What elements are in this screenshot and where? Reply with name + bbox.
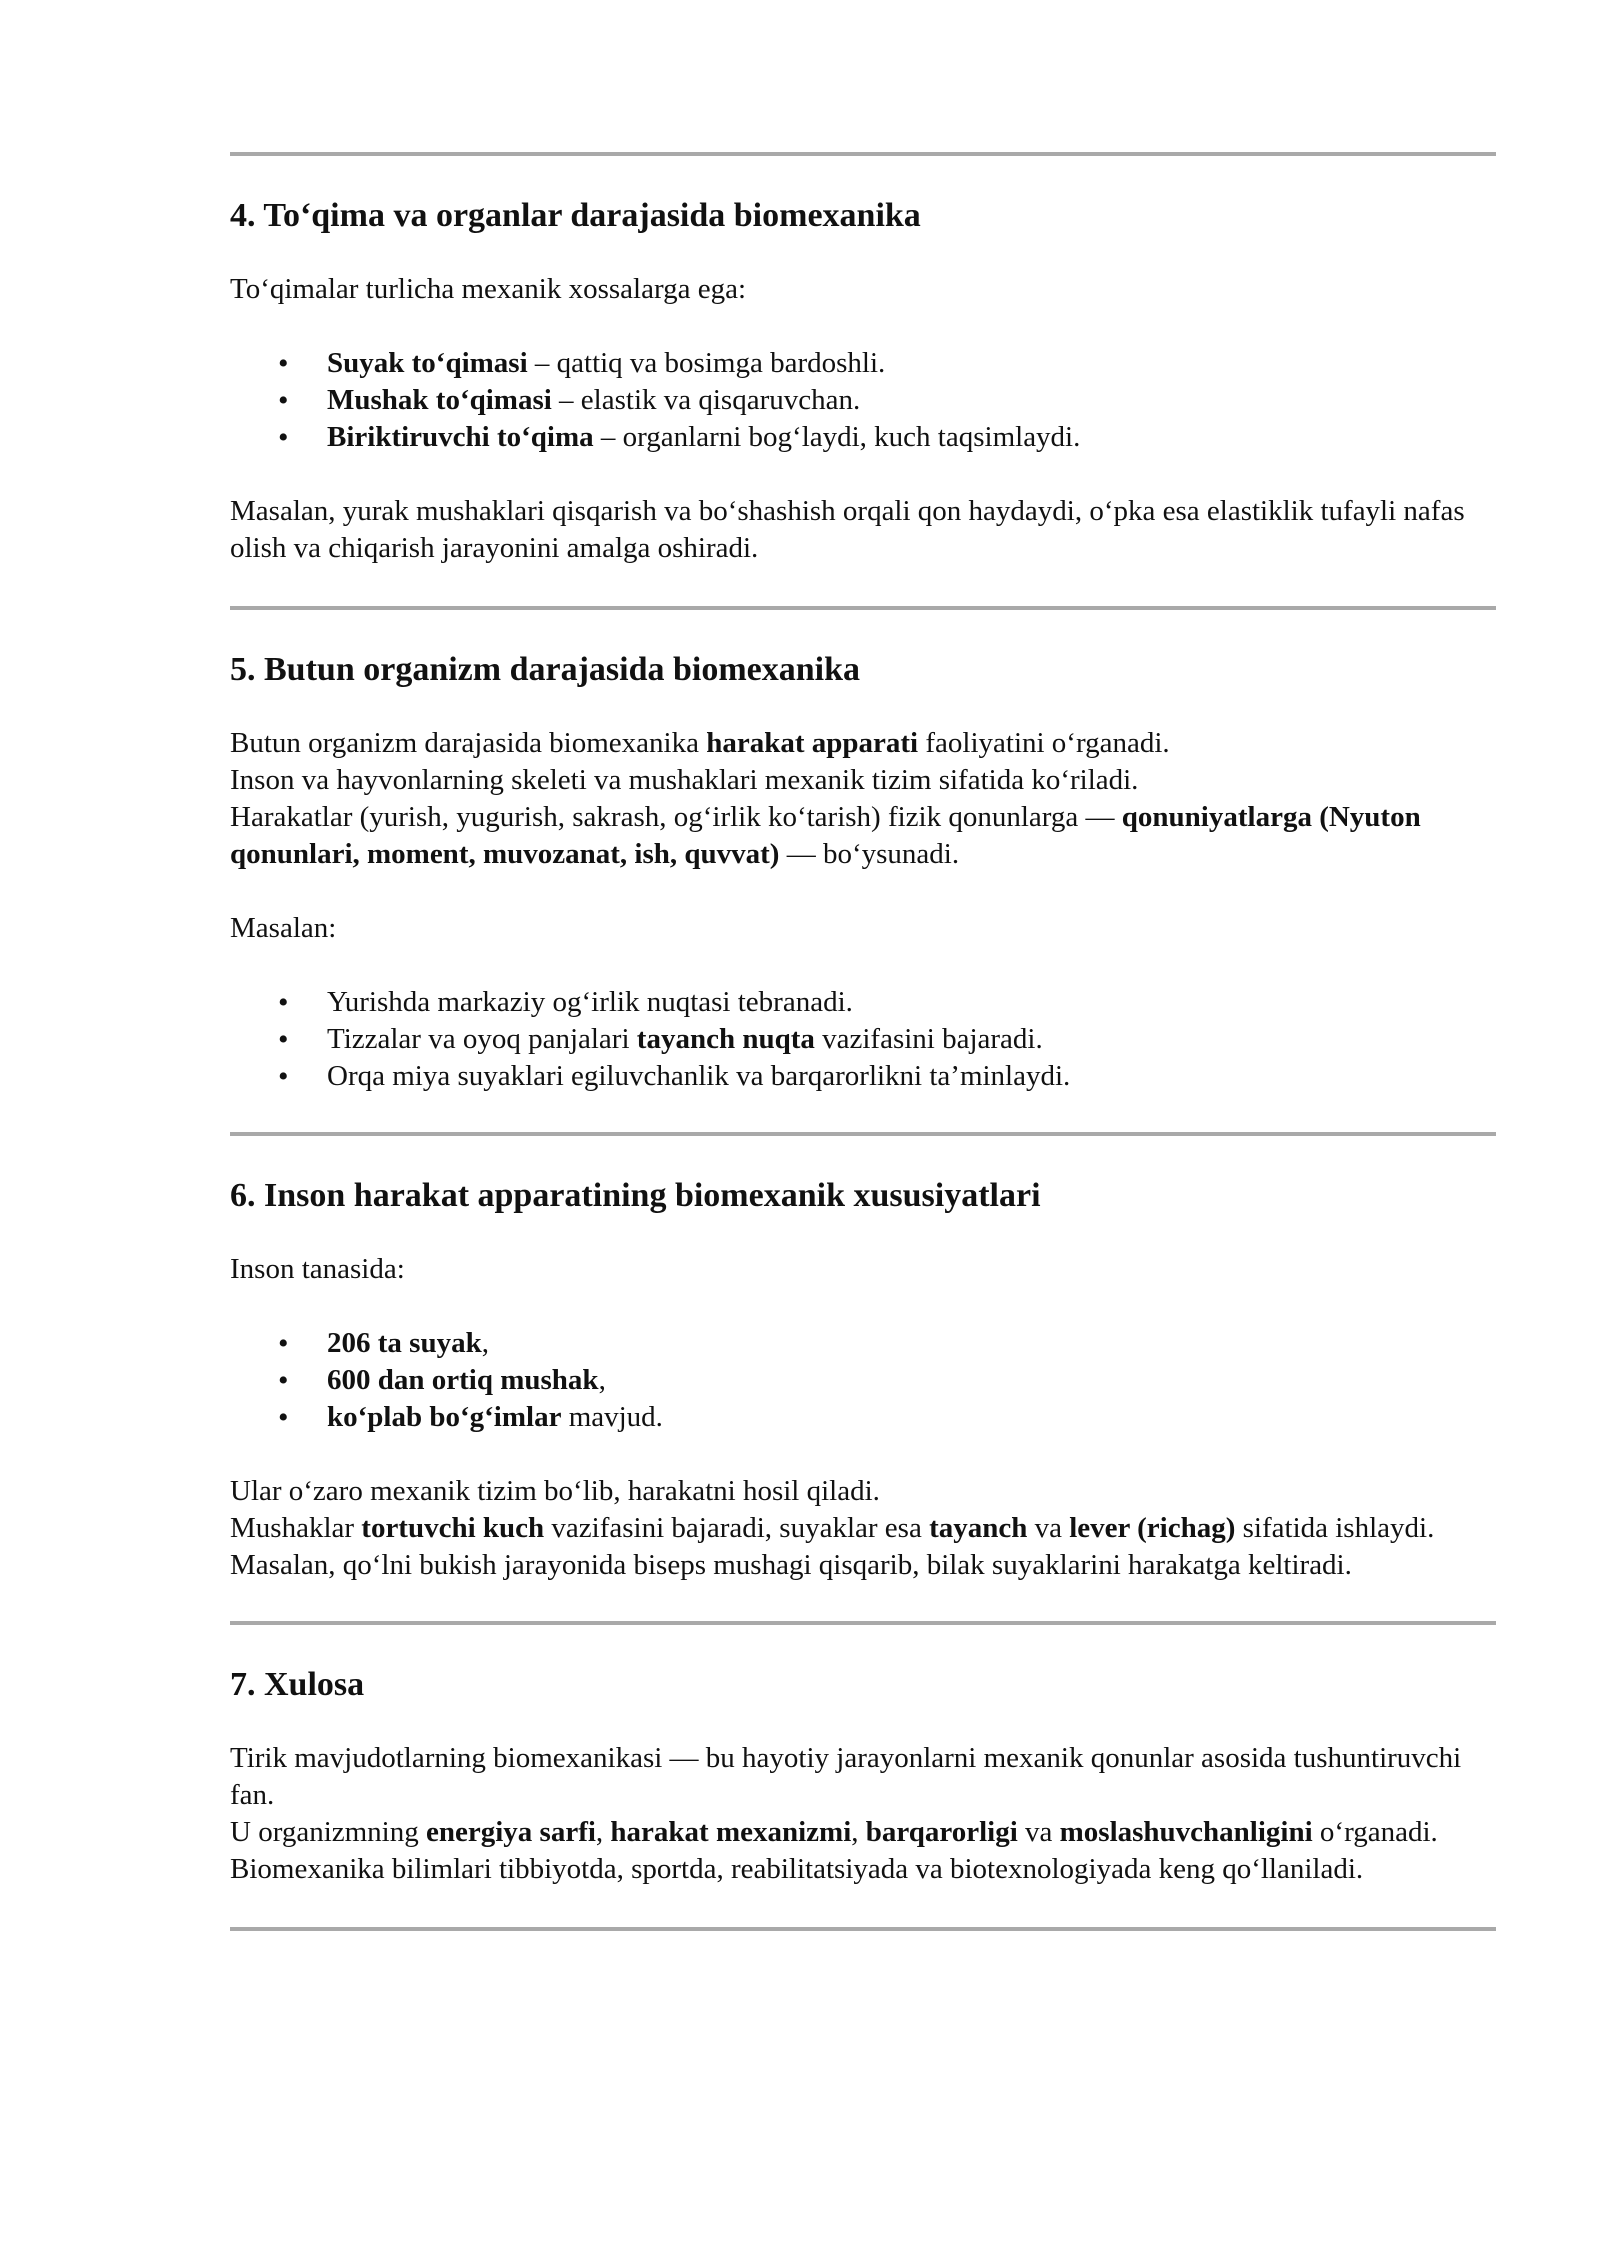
text-run: vazifasini bajaradi, suyaklar esa [544,1512,930,1544]
section-7 [230,1665,1498,1888]
text-run: o‘rganadi. [1312,1816,1438,1848]
list-item: • Orqa miya suyaklari egiluvchanlik va barqarorlikni ta’minlaydi. [230,1058,1498,1095]
section-intro: Inson tanasida: [230,1253,405,1285]
list-item [230,1325,1498,1362]
example-label: Masalan: [230,912,337,944]
list-item: • Yurishda markaziy og‘irlik nuqtasi tebranadi. [230,984,1498,1021]
list-item [230,1021,1498,1058]
bold-term: tayanch nuqta [636,1023,815,1055]
text-run: faoliyatini o‘rganadi. [918,727,1170,759]
text-run: — bo‘ysunadi. [779,838,960,870]
list-item [230,345,1498,382]
bold-term: energiya sarfi [426,1816,596,1848]
section-title: 4. To‘qima va organlar darajasida biomexanika [230,197,921,234]
section-5 [230,650,1498,1095]
document-content [230,0,1498,1931]
bold-term: qonuniyatlarga (Nyuton qonunlari, moment, muvozanat, ish, quvvat) [230,801,1421,870]
bullet-list [230,984,1498,1095]
body-paragraph [230,799,1498,873]
text-run: U organizmning [230,1816,426,1848]
section-title: 5. Butun organizm darajasida biomexanika [230,651,861,688]
example-paragraph: Masalan, yurak mushaklari qisqarish va bo‘shashish orqali qon haydaydi, o‘pka esa elastiklik tufayli nafas olish va chiqarish jarayonini amalga oshiradi. [230,495,1465,564]
bold-term: harakat apparati [706,727,919,759]
text-run: Mushaklar [230,1512,362,1544]
section-title: 6. Inson harakat apparatining biomexanik xususiyatlari [230,1177,1041,1214]
list-item [230,1362,1498,1399]
divider [230,1621,1496,1625]
section-4 [230,196,1498,567]
divider [230,1927,1496,1931]
text-run: va [1027,1512,1070,1544]
bold-term: Mushak to‘qimasi [327,384,552,416]
bold-term: harakat mexanizmi [610,1816,852,1848]
body-paragraph: Tirik mavjudotlarning biomexanikasi — bu hayotiy jarayonlarni mexanik qonunlar asosida tushuntiruvchi fan. [230,1742,1462,1811]
bold-term: tortuvchi kuch [361,1512,545,1544]
body-paragraph [230,1814,1498,1851]
text-run: mavjud. [561,1401,663,1433]
item-text: – qattiq va bosimga bardoshli. [527,347,886,379]
body-paragraph: Biomexanika bilimlari tibbiyotda, sportda, reabilitatsiyada va biotexnologiyada keng qo‘llaniladi. [230,1853,1364,1885]
bold-term: Biriktiruvchi to‘qima [327,421,594,453]
body-paragraph: Inson va hayvonlarning skeleti va mushaklari mexanik tizim sifatida ko‘riladi. [230,764,1139,796]
divider [230,1132,1496,1136]
text-run: , [851,1816,866,1848]
text-run: , [595,1816,611,1848]
text-run: Butun organizm darajasida biomexanika [230,727,707,759]
body-paragraph: Ular o‘zaro mexanik tizim bo‘lib, harakatni hosil qiladi. [230,1475,880,1507]
list-item [230,419,1498,456]
bold-term: tayanch [929,1512,1028,1544]
bullet-list [230,345,1498,456]
divider [230,152,1496,156]
text-run: va [1017,1816,1060,1848]
item-text: – elastik va qisqaruvchan. [551,384,861,416]
bold-term: lever (richag) [1069,1512,1236,1544]
text-run: Harakatlar (yurish, yugurish, sakrash, og‘irlik ko‘tarish) fizik qonunlarga — [230,801,1122,833]
text-run: Tizzalar va oyoq panjalari [327,1023,637,1055]
text-run: sifatida ishlaydi. [1235,1512,1435,1544]
text-run: , [598,1364,606,1396]
bold-term: Suyak to‘qimasi [327,347,528,379]
divider [230,606,1496,610]
list-item [230,382,1498,419]
bold-term: ko‘plab bo‘g‘imlar [327,1401,562,1433]
body-paragraph: Masalan, qo‘lni bukish jarayonida biseps mushagi qisqarib, bilak suyaklarini harakatga keltiradi. [230,1549,1352,1581]
bullet-list [230,1325,1498,1436]
bold-term: 600 dan ortiq mushak [327,1364,599,1396]
bold-term: 206 ta suyak [327,1327,482,1359]
text-run: vazifasini bajaradi. [814,1023,1043,1055]
text-run: , [481,1327,489,1359]
bold-term: barqarorligi [865,1816,1018,1848]
section-title: 7. Xulosa [230,1666,365,1703]
list-item [230,1399,1498,1436]
bold-term: moslashuvchanligini [1059,1816,1313,1848]
section-6 [230,1176,1498,1584]
body-paragraph [230,725,1498,762]
section-intro: To‘qimalar turlicha mexanik xossalarga ega: [230,273,747,305]
body-paragraph [230,1510,1498,1547]
item-text: – organlarni bog‘laydi, kuch taqsimlaydi. [593,421,1081,453]
